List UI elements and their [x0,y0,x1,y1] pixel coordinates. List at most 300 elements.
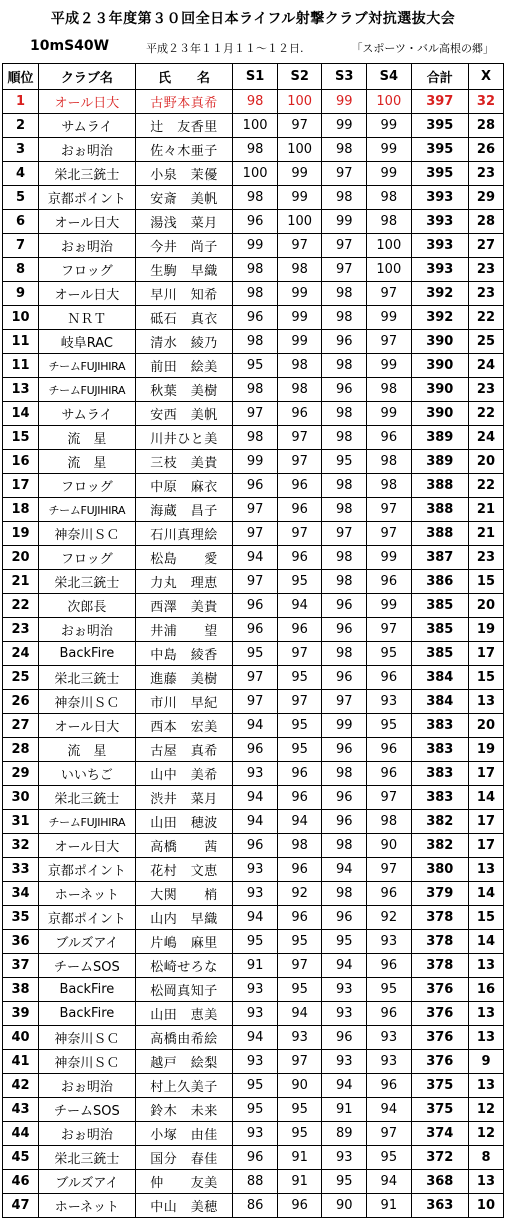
series2-score-cell: 94 [277,1002,322,1026]
club-cell: 次郎長 [39,594,136,618]
x-count-cell: 23 [468,378,503,402]
series4-score-cell: 100 [367,234,412,258]
table-row [3,642,504,666]
series3-score-cell: 95 [322,930,367,954]
rank-cell: 2 [3,114,39,138]
rank-cell: 3 [3,138,39,162]
rank-cell: 30 [3,786,39,810]
series2-score-cell: 96 [277,858,322,882]
club-cell: 流 星 [39,426,136,450]
series3-score-cell: 96 [322,738,367,762]
series3-score-cell: 99 [322,114,367,138]
rank-cell: 32 [3,834,39,858]
rank-cell: 35 [3,906,39,930]
series1-score-cell: 96 [233,306,278,330]
table-row [3,1122,504,1146]
series2-score-cell: 95 [277,1122,322,1146]
series1-score-cell: 91 [233,954,278,978]
series1-score-cell: 98 [233,282,278,306]
event-name: 10mS40W [30,38,110,54]
table-row [3,1026,504,1050]
shooter-name-cell: 石川真理絵 [135,522,233,546]
total-score-cell: 392 [411,306,468,330]
table-row [3,882,504,906]
x-count-cell: 12 [468,1122,503,1146]
total-score-cell: 389 [411,426,468,450]
total-score-cell: 388 [411,474,468,498]
shooter-name-cell: 越戸 絵梨 [135,1050,233,1074]
series1-score-cell: 99 [233,450,278,474]
shooter-name-cell: 西本 宏美 [135,714,233,738]
table-row [3,858,504,882]
series2-score-cell: 95 [277,978,322,1002]
shooter-name-cell: 小泉 茉優 [135,162,233,186]
table-row [3,114,504,138]
series2-score-cell: 97 [277,642,322,666]
club-cell: 栄北三銃士 [39,1146,136,1170]
rank-cell: 21 [3,570,39,594]
series3-score-cell: 97 [322,162,367,186]
club-cell: 神奈川ＳＣ [39,690,136,714]
table-row [3,1194,504,1218]
x-count-cell: 26 [468,138,503,162]
x-count-cell: 15 [468,570,503,594]
club-cell: 神奈川ＳＣ [39,522,136,546]
x-count-cell: 13 [468,690,503,714]
series4-score-cell: 98 [367,186,412,210]
series1-score-cell: 98 [233,378,278,402]
total-score-cell: 382 [411,810,468,834]
column-header-s2: S2 [277,64,322,90]
x-count-cell: 15 [468,666,503,690]
series3-score-cell: 98 [322,546,367,570]
series2-score-cell: 99 [277,186,322,210]
x-count-cell: 19 [468,618,503,642]
column-header-s3: S3 [322,64,367,90]
shooter-name-cell: 安斎 美帆 [135,186,233,210]
total-score-cell: 380 [411,858,468,882]
total-score-cell: 378 [411,906,468,930]
series1-score-cell: 97 [233,498,278,522]
club-cell: 流 星 [39,450,136,474]
series2-score-cell: 91 [277,1170,322,1194]
club-cell: おぉ明治 [39,234,136,258]
series4-score-cell: 96 [367,426,412,450]
series4-score-cell: 97 [367,618,412,642]
rank-cell: 18 [3,498,39,522]
shooter-name-cell: 花村 文恵 [135,858,233,882]
table-row [3,786,504,810]
club-cell: BackFire [39,978,136,1002]
x-count-cell: 23 [468,546,503,570]
total-score-cell: 382 [411,834,468,858]
x-count-cell: 20 [468,594,503,618]
series4-score-cell: 98 [367,810,412,834]
series4-score-cell: 97 [367,330,412,354]
series4-score-cell: 99 [367,306,412,330]
series2-score-cell: 100 [277,90,322,114]
rank-cell: 5 [3,186,39,210]
table-row [3,234,504,258]
total-score-cell: 384 [411,690,468,714]
rank-cell: 9 [3,282,39,306]
rank-cell: 44 [3,1122,39,1146]
series4-score-cell: 99 [367,138,412,162]
x-count-cell: 10 [468,1194,503,1218]
club-cell: 神奈川ＳＣ [39,1026,136,1050]
series2-score-cell: 93 [277,1026,322,1050]
series2-score-cell: 94 [277,594,322,618]
shooter-name-cell: 力丸 理恵 [135,570,233,594]
shooter-name-cell: 国分 春佳 [135,1146,233,1170]
shooter-name-cell: 砥石 真衣 [135,306,233,330]
series2-score-cell: 97 [277,450,322,474]
series1-score-cell: 93 [233,1122,278,1146]
x-count-cell: 22 [468,402,503,426]
rank-cell: 43 [3,1098,39,1122]
series2-score-cell: 97 [277,234,322,258]
club-cell: チームFUJIHIRA [39,378,136,402]
rank-cell: 46 [3,1170,39,1194]
rank-cell: 33 [3,858,39,882]
series4-score-cell: 96 [367,882,412,906]
x-count-cell: 21 [468,522,503,546]
series4-score-cell: 96 [367,1074,412,1098]
x-count-cell: 28 [468,114,503,138]
series2-score-cell: 99 [277,330,322,354]
table-row [3,282,504,306]
total-score-cell: 389 [411,450,468,474]
series3-score-cell: 97 [322,690,367,714]
table-row [3,186,504,210]
series1-score-cell: 98 [233,330,278,354]
series4-score-cell: 99 [367,162,412,186]
series3-score-cell: 98 [322,402,367,426]
series1-score-cell: 96 [233,738,278,762]
series2-score-cell: 96 [277,474,322,498]
rank-cell: 20 [3,546,39,570]
x-count-cell: 9 [468,1050,503,1074]
shooter-name-cell: 井浦 望 [135,618,233,642]
series2-score-cell: 96 [277,906,322,930]
table-row [3,978,504,1002]
total-score-cell: 393 [411,234,468,258]
series4-score-cell: 96 [367,666,412,690]
series4-score-cell: 99 [367,594,412,618]
table-row [3,810,504,834]
club-cell: ブルズアイ [39,930,136,954]
total-score-cell: 390 [411,402,468,426]
shooter-name-cell: 市川 早紀 [135,690,233,714]
table-row [3,666,504,690]
table-row [3,306,504,330]
series2-score-cell: 95 [277,666,322,690]
total-score-cell: 393 [411,210,468,234]
x-count-cell: 17 [468,810,503,834]
table-row [3,1146,504,1170]
rank-cell: 11 [3,330,39,354]
total-score-cell: 379 [411,882,468,906]
table-header-row [3,64,504,90]
total-score-cell: 390 [411,330,468,354]
total-score-cell: 395 [411,114,468,138]
series3-score-cell: 99 [322,714,367,738]
series1-score-cell: 95 [233,930,278,954]
series4-score-cell: 94 [367,1098,412,1122]
x-count-cell: 8 [468,1146,503,1170]
rank-cell: 13 [3,378,39,402]
club-cell: オール日大 [39,834,136,858]
total-score-cell: 387 [411,546,468,570]
series1-score-cell: 97 [233,522,278,546]
series1-score-cell: 98 [233,258,278,282]
x-count-cell: 16 [468,978,503,1002]
series2-score-cell: 90 [277,1074,322,1098]
x-count-cell: 13 [468,1074,503,1098]
table-row [3,210,504,234]
column-header-rank: 順位 [3,64,39,90]
total-score-cell: 386 [411,570,468,594]
rank-cell: 15 [3,426,39,450]
series2-score-cell: 91 [277,1146,322,1170]
shooter-name-cell: 松岡真知子 [135,978,233,1002]
series3-score-cell: 98 [322,642,367,666]
event-venue: 「スポーツ・バル高根の郷」 [351,42,494,55]
series1-score-cell: 96 [233,618,278,642]
series1-score-cell: 93 [233,762,278,786]
series2-score-cell: 96 [277,498,322,522]
shooter-name-cell: 古屋 真希 [135,738,233,762]
series2-score-cell: 96 [277,618,322,642]
series4-score-cell: 96 [367,738,412,762]
x-count-cell: 13 [468,1026,503,1050]
total-score-cell: 383 [411,762,468,786]
series2-score-cell: 97 [277,426,322,450]
club-cell: オール日大 [39,282,136,306]
rank-cell: 24 [3,642,39,666]
series4-score-cell: 93 [367,690,412,714]
series3-score-cell: 90 [322,1194,367,1218]
club-cell: BackFire [39,1002,136,1026]
club-cell: 神奈川ＳＣ [39,1050,136,1074]
club-cell: オール日大 [39,90,136,114]
series3-score-cell: 98 [322,306,367,330]
series4-score-cell: 93 [367,1050,412,1074]
x-count-cell: 28 [468,210,503,234]
total-score-cell: 378 [411,954,468,978]
series3-score-cell: 91 [322,1098,367,1122]
series4-score-cell: 96 [367,1002,412,1026]
series3-score-cell: 89 [322,1122,367,1146]
rank-cell: 17 [3,474,39,498]
shooter-name-cell: 佐々木亜子 [135,138,233,162]
rank-cell: 37 [3,954,39,978]
series4-score-cell: 97 [367,1122,412,1146]
series4-score-cell: 91 [367,1194,412,1218]
club-cell: チームFUJIHIRA [39,810,136,834]
club-cell: チームFUJIHIRA [39,354,136,378]
x-count-cell: 12 [468,1098,503,1122]
series2-score-cell: 96 [277,402,322,426]
total-score-cell: 395 [411,138,468,162]
shooter-name-cell: 中原 麻衣 [135,474,233,498]
x-count-cell: 14 [468,930,503,954]
shooter-name-cell: 今井 尚子 [135,234,233,258]
total-score-cell: 384 [411,666,468,690]
rank-cell: 26 [3,690,39,714]
series2-score-cell: 99 [277,282,322,306]
club-cell: 栄北三銃士 [39,786,136,810]
rank-cell: 14 [3,402,39,426]
total-score-cell: 372 [411,1146,468,1170]
series1-score-cell: 99 [233,234,278,258]
total-score-cell: 376 [411,1026,468,1050]
series3-score-cell: 94 [322,858,367,882]
series3-score-cell: 97 [322,258,367,282]
series2-score-cell: 92 [277,882,322,906]
x-count-cell: 21 [468,498,503,522]
total-score-cell: 374 [411,1122,468,1146]
series1-score-cell: 97 [233,666,278,690]
series1-score-cell: 94 [233,546,278,570]
club-cell: いいちご [39,762,136,786]
rank-cell: 16 [3,450,39,474]
series3-score-cell: 97 [322,522,367,546]
table-row [3,1050,504,1074]
series1-score-cell: 96 [233,210,278,234]
column-header-x: X [468,64,503,90]
event-dates: 平成２３年１１月１１〜１２日. [146,42,304,55]
table-row [3,354,504,378]
series4-score-cell: 90 [367,834,412,858]
series3-score-cell: 93 [322,978,367,1002]
series1-score-cell: 95 [233,642,278,666]
table-row [3,138,504,162]
club-cell: おぉ明治 [39,1074,136,1098]
total-score-cell: 376 [411,1002,468,1026]
series2-score-cell: 97 [277,1050,322,1074]
series2-score-cell: 99 [277,162,322,186]
shooter-name-cell: 川井ひと美 [135,426,233,450]
series3-score-cell: 96 [322,666,367,690]
series1-score-cell: 93 [233,858,278,882]
x-count-cell: 22 [468,306,503,330]
column-header-name: 氏 名 [135,64,233,90]
total-score-cell: 388 [411,498,468,522]
series4-score-cell: 97 [367,498,412,522]
x-count-cell: 19 [468,738,503,762]
series4-score-cell: 98 [367,450,412,474]
series2-score-cell: 96 [277,762,322,786]
results-body [3,90,504,1218]
shooter-name-cell: 松崎せろな [135,954,233,978]
x-count-cell: 23 [468,258,503,282]
series3-score-cell: 95 [322,450,367,474]
series4-score-cell: 95 [367,1146,412,1170]
total-score-cell: 378 [411,930,468,954]
series1-score-cell: 94 [233,810,278,834]
rank-cell: 31 [3,810,39,834]
club-cell: 栄北三銃士 [39,162,136,186]
shooter-name-cell: 山中 美希 [135,762,233,786]
series3-score-cell: 96 [322,786,367,810]
total-score-cell: 383 [411,738,468,762]
table-row [3,930,504,954]
series3-score-cell: 97 [322,234,367,258]
table-row [3,258,504,282]
series1-score-cell: 93 [233,978,278,1002]
series4-score-cell: 99 [367,402,412,426]
rank-cell: 45 [3,1146,39,1170]
series2-score-cell: 95 [277,738,322,762]
table-row [3,570,504,594]
series3-score-cell: 98 [322,498,367,522]
club-cell: オール日大 [39,210,136,234]
series3-score-cell: 93 [322,1146,367,1170]
shooter-name-cell: 西澤 美貴 [135,594,233,618]
shooter-name-cell: 三枝 美貴 [135,450,233,474]
table-row [3,378,504,402]
shooter-name-cell: 進藤 美樹 [135,666,233,690]
club-cell: 流 星 [39,738,136,762]
series1-score-cell: 98 [233,138,278,162]
series4-score-cell: 92 [367,906,412,930]
rank-cell: 47 [3,1194,39,1218]
series4-score-cell: 99 [367,114,412,138]
club-cell: チームFUJIHIRA [39,498,136,522]
table-row [3,762,504,786]
table-row [3,450,504,474]
series1-score-cell: 98 [233,426,278,450]
x-count-cell: 32 [468,90,503,114]
series3-score-cell: 98 [322,426,367,450]
rank-cell: 28 [3,738,39,762]
series4-score-cell: 98 [367,210,412,234]
series1-score-cell: 95 [233,1074,278,1098]
series1-score-cell: 95 [233,354,278,378]
rank-cell: 11 [3,354,39,378]
series4-score-cell: 99 [367,354,412,378]
series4-score-cell: 100 [367,258,412,282]
series3-score-cell: 98 [322,186,367,210]
series1-score-cell: 96 [233,474,278,498]
club-cell: フロッグ [39,546,136,570]
series2-score-cell: 96 [277,786,322,810]
shooter-name-cell: 安西 美帆 [135,402,233,426]
series4-score-cell: 94 [367,1170,412,1194]
shooter-name-cell: 中山 美穂 [135,1194,233,1218]
total-score-cell: 392 [411,282,468,306]
club-cell: 栄北三銃士 [39,666,136,690]
club-cell: サムライ [39,114,136,138]
club-cell: ブルズアイ [39,1170,136,1194]
shooter-name-cell: 小塚 由佳 [135,1122,233,1146]
rank-cell: 25 [3,666,39,690]
club-cell: 京都ポイント [39,858,136,882]
series4-score-cell: 97 [367,282,412,306]
club-cell: サムライ [39,402,136,426]
club-cell: フロッグ [39,258,136,282]
series2-score-cell: 100 [277,210,322,234]
rank-cell: 19 [3,522,39,546]
column-header-s1: S1 [233,64,278,90]
series3-score-cell: 98 [322,570,367,594]
table-row [3,738,504,762]
x-count-cell: 14 [468,786,503,810]
table-row [3,546,504,570]
rank-cell: 1 [3,90,39,114]
series3-score-cell: 96 [322,618,367,642]
